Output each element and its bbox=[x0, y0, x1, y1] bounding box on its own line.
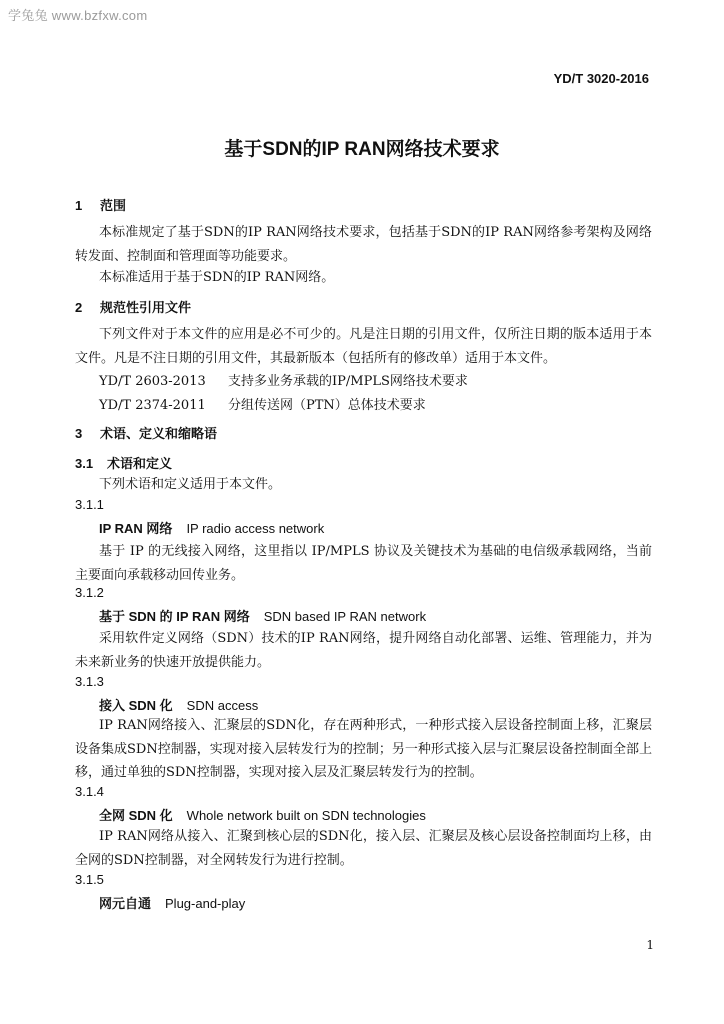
term-number: 3.1.2 bbox=[75, 585, 104, 600]
term-number: 3.1.3 bbox=[75, 674, 104, 689]
section-3-1-paragraph: 下列术语和定义适用于本文件。 bbox=[99, 477, 282, 492]
section-number: 1 bbox=[75, 198, 83, 213]
section-title: 术语、定义和缩略语 bbox=[100, 426, 218, 441]
term-definition: IP RAN网络接入、汇聚层的SDN化，存在两种形式，一种形式接入层设备控制面上移，汇聚层设备集成SDN控制器，实现对接入层转发行为的控制；另一种形式接入层与汇聚层设备控制面全部上移，通过单独的SDN控制器，实现对接入层及汇聚层转发行为的控制。 bbox=[75, 718, 652, 780]
section-title: 术语和定义 bbox=[107, 456, 173, 471]
document-title: 基于SDN的IP RAN网络技术要求 bbox=[224, 139, 500, 160]
section-number: 3.1 bbox=[75, 456, 94, 471]
term-heading bbox=[99, 518, 324, 537]
term-definition: 采用软件定义网络（SDN）技术的IP RAN网络，提升网络自动化部署、运维、管理能力，并为未来新业务的快速开放提供能力。 bbox=[75, 631, 652, 670]
term-definition: IP RAN网络从接入、汇聚到核心层的SDN化，接入层、汇聚层及核心层设备控制面均上移，由全网的SDN控制器，对全网转发行为进行控制。 bbox=[75, 829, 652, 868]
section-2-paragraph-1: 下列文件对于本文件的应用是必不可少的。凡是注日期的引用文件，仅所注日期的版本适用于本文件。凡是不注日期的引用文件，其最新版本（包括所有的修改单）适用于本文件。 bbox=[75, 327, 652, 366]
term-heading bbox=[99, 606, 426, 625]
term-english: SDN based IP RAN network bbox=[263, 609, 427, 624]
section-number: 3 bbox=[75, 426, 83, 441]
term-heading bbox=[99, 893, 245, 912]
term-chinese: 网元自通 bbox=[99, 896, 152, 911]
reference-title: 分组传送网（PTN）总体技术要求 bbox=[228, 398, 426, 413]
term-english: Whole network built on SDN technologies bbox=[186, 808, 426, 823]
section-1-paragraph-2: 本标准适用于基于SDN的IP RAN网络。 bbox=[99, 270, 335, 285]
term-number: 3.1.4 bbox=[75, 784, 104, 799]
reference-code: YD/T 2374-2011 bbox=[99, 398, 206, 413]
term-english: Plug-and-play bbox=[165, 896, 246, 911]
page-number: 1 bbox=[646, 938, 654, 952]
section-number: 2 bbox=[75, 300, 83, 315]
term-heading bbox=[99, 695, 258, 714]
section-3-heading bbox=[75, 423, 217, 442]
section-title: 规范性引用文件 bbox=[100, 300, 192, 315]
reference-title: 支持多业务承载的IP/MPLS网络技术要求 bbox=[228, 374, 468, 389]
term-number: 3.1.1 bbox=[75, 497, 104, 512]
term-english: SDN access bbox=[186, 698, 259, 713]
term-chinese: IP RAN 网络 bbox=[99, 521, 173, 536]
section-1-paragraph-1: 本标准规定了基于SDN的IP RAN网络技术要求，包括基于SDN的IP RAN网络参考架构及网络转发面、控制面和管理面等功能要求。 bbox=[75, 225, 652, 264]
standard-code: YD/T 3020-2016 bbox=[553, 71, 649, 86]
term-chinese: 全网 SDN 化 bbox=[99, 808, 173, 823]
watermark: 学兔兔 www.bzfxw.com bbox=[8, 8, 148, 23]
term-definition: 基于 IP 的无线接入网络，这里指以 IP/MPLS 协议及关键技术为基础的电信级承载网络，当前主要面向承载移动回传业务。 bbox=[75, 544, 652, 583]
reference-code: YD/T 2603-2013 bbox=[99, 374, 206, 389]
section-title: 范围 bbox=[100, 198, 127, 213]
normative-reference bbox=[99, 370, 468, 389]
section-1-heading bbox=[75, 195, 126, 214]
section-2-heading bbox=[75, 297, 191, 316]
term-chinese: 基于 SDN 的 IP RAN 网络 bbox=[99, 609, 250, 624]
term-english: IP radio access network bbox=[186, 521, 325, 536]
term-number: 3.1.5 bbox=[75, 872, 104, 887]
term-chinese: 接入 SDN 化 bbox=[99, 698, 173, 713]
term-heading bbox=[99, 805, 426, 824]
section-3-1-heading bbox=[75, 453, 172, 472]
normative-reference bbox=[99, 394, 426, 413]
